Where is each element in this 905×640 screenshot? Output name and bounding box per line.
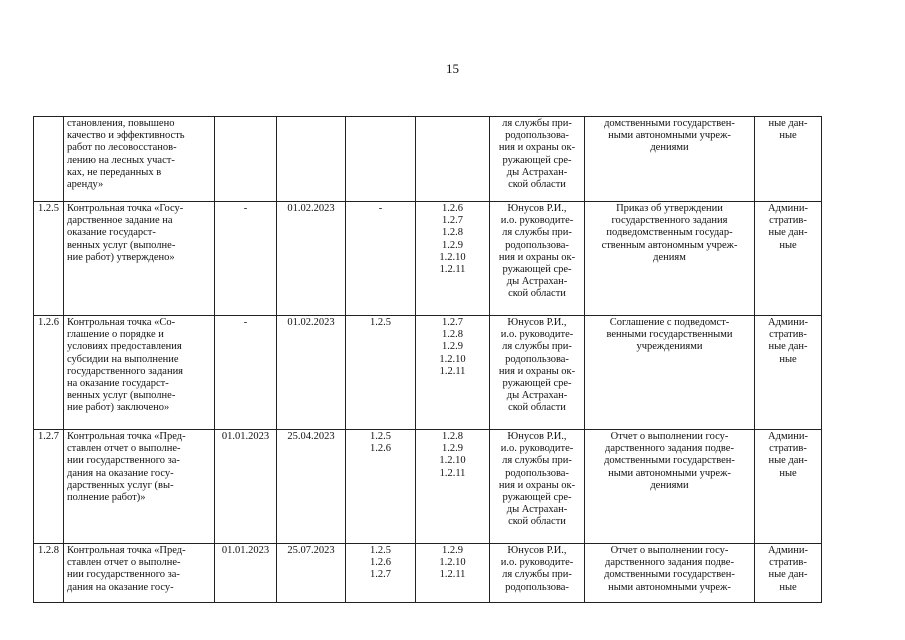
row-successors-cell: 1.2.9 1.2.10 1.2.11 [416,544,490,603]
row-start-date-cell: 01.01.2023 [215,430,277,544]
page-number: 15 [446,61,459,76]
row-name-cell: Контрольная точка «Госу- дарственное задание на оказание государст- венных услуг (выполне- ние работ) утверждено» [64,202,215,316]
row-predecessors-cell: 1.2.5 1.2.6 1.2.7 [346,544,416,603]
table-row [34,117,822,202]
row-predecessors-cell: 1.2.5 1.2.6 [346,430,416,544]
row-responsible-cell: Юнусов Р.И., и.о. руководите- ля службы при- родопользова- ния и охраны ок- ружающей сре- ды Астрахан- ской области [490,316,585,430]
row-number-cell: 1.2.5 [34,202,64,316]
row-start-date-cell: 01.01.2023 [215,544,277,603]
row-end-date-cell: 01.02.2023 [277,202,346,316]
row-source-cell: Админи- стратив- ные дан- ные [755,316,822,430]
row-responsible-cell: ля службы при- родопользова- ния и охраны ок- ружающей сре- ды Астрахан- ской области [490,117,585,202]
row-source-cell: Админи- стратив- ные дан- ные [755,544,822,603]
row-successors-cell: 1.2.6 1.2.7 1.2.8 1.2.9 1.2.10 1.2.11 [416,202,490,316]
row-predecessors-cell [346,117,416,202]
row-start-date-cell: - [215,316,277,430]
row-successors-cell: 1.2.8 1.2.9 1.2.10 1.2.11 [416,430,490,544]
row-document-cell: Отчет о выполнении госу- дарственного задания подве- домственными государствен- ными автономными учреж- дениями [585,430,755,544]
row-number-cell: 1.2.6 [34,316,64,430]
row-end-date-cell: 25.04.2023 [277,430,346,544]
row-number-cell: 1.2.7 [34,430,64,544]
row-name-cell: становления, повышено качество и эффективность работ по лесовосстанов- лению на лесных участ- ках, не переданных в aренду» [64,117,215,202]
row-source-cell: Админи- стратив- ные дан- ные [755,430,822,544]
row-name-cell: Контрольная точка «Пред- ставлен отчет о выполне- нии государственного за- дания на оказание госу- [64,544,215,603]
row-source-cell: Админи- стратив- ные дан- ные [755,202,822,316]
row-responsible-cell: Юнусов Р.И., и.о. руководите- ля службы при- родопользова- [490,544,585,603]
row-responsible-cell: Юнусов Р.И., и.о. руководите- ля службы при- родопользова- ния и охраны ок- ружающей сре- ды Астрахан- ской области [490,430,585,544]
row-source-cell: ные дан- ные [755,117,822,202]
row-successors-cell [416,117,490,202]
row-document-cell: Соглашение с подведомст- венными государственными учреждениями [585,316,755,430]
row-successors-cell: 1.2.7 1.2.8 1.2.9 1.2.10 1.2.11 [416,316,490,430]
row-number-cell: 1.2.8 [34,544,64,603]
row-document-cell: Отчет о выполнении госу- дарственного задания подве- домственными государствен- ными автономными учреж- [585,544,755,603]
row-start-date-cell: - [215,202,277,316]
row-number-cell [34,117,64,202]
table-row [34,544,822,603]
row-start-date-cell [215,117,277,202]
row-predecessors-cell: - [346,202,416,316]
row-name-cell: Контрольная точка «Пред- ставлен отчет о выполне- нии государственного за- дания на оказание госу- дарственных услуг (вы- полнение работ)» [64,430,215,544]
table-row [34,430,822,544]
control-points-table [33,116,822,603]
table-row [34,202,822,316]
row-name-cell: Контрольная точка «Со- глашение о порядке и условиях предоставления субсидии на выполнение государственного задания на оказание государст- венных услуг (выполне- ние работ) заключено» [64,316,215,430]
row-document-cell: Приказ об утверждении государственного задания подведомственным государ- ственным автономным учреж- дениям [585,202,755,316]
row-document-cell: домственными государствен- ными автономными учреж- дениями [585,117,755,202]
table-row [34,316,822,430]
row-end-date-cell: 25.07.2023 [277,544,346,603]
row-predecessors-cell: 1.2.5 [346,316,416,430]
row-end-date-cell: 01.02.2023 [277,316,346,430]
row-end-date-cell [277,117,346,202]
row-responsible-cell: Юнусов Р.И., и.о. руководите- ля службы при- родопользова- ния и охраны ок- ружающей сре- ды Астрахан- ской области [490,202,585,316]
